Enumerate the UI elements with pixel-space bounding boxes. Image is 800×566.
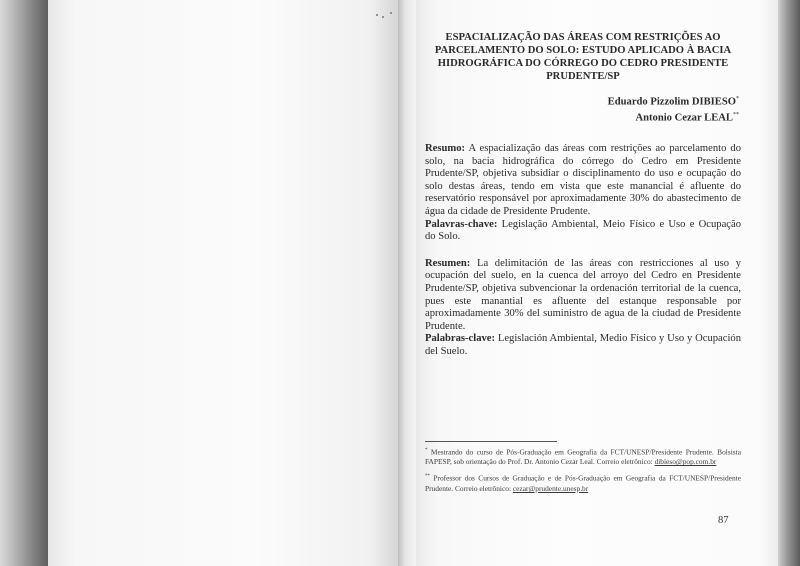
footnote-text: Professor dos Cursos de Graduação e de Pós-Graduação em Geografia da FCT/UNESP/Presidente Prudente. Correio eletrônico: [425, 473, 741, 493]
email-link[interactable]: cezar@prudente.unesp.br [512, 483, 589, 493]
left-page-blank [48, 0, 398, 566]
author-2 [425, 109, 739, 125]
footnote-mark: ** [425, 474, 430, 480]
resumo-paragraph [425, 143, 741, 219]
palavras-chave-text: Legislação Ambiental, Meio Físico e Uso e Ocupação do Solo. [425, 218, 741, 243]
footnote-mark: * [736, 96, 739, 102]
author-list [425, 93, 741, 124]
footnote-mark: * [425, 448, 428, 453]
author-name: Antonio Cezar LEAL [635, 112, 733, 124]
author-1 [425, 93, 739, 109]
palabras-clave-label: Palabras-clave: [425, 333, 496, 345]
right-page-edge [778, 0, 800, 566]
title-line: PARCELAMENTO DO SOLO: ESTUDO APLICADO À BACIA [434, 45, 732, 56]
palabras-clave-text: Legislación Ambiental, Medio Físico y Uso y Ocupación del Suelo. [425, 333, 741, 357]
email-link[interactable]: dibieso@pop.com.br [654, 457, 717, 467]
footnotes [425, 446, 741, 494]
title-line: HIDROGRÁFICA DO CÓRREGO DO CEDRO PRESIDENTE [437, 58, 729, 69]
palavras-chave-paragraph [425, 219, 741, 244]
title-line: PRUDENTE/SP [546, 71, 620, 82]
footnote-text: Mestrando do curso de Pós-Graduação em Geografia da FCT/UNESP/Presidente Prudente. Bolsista FAPESP, sob orientação do Prof. Dr. Antonio Cezar Leal. Correio eletrônico: [425, 447, 741, 467]
resumo-label: Resumo: [425, 143, 466, 155]
resumen-label: Resumen: [425, 257, 471, 269]
footnote-2 [425, 472, 741, 493]
author-name: Eduardo Pizzolim DIBIESO [607, 96, 736, 108]
article-title [425, 31, 741, 83]
resumen-paragraph [425, 258, 741, 334]
footnote-mark: ** [733, 111, 739, 118]
page-number: 87 [718, 515, 729, 526]
footnote-1 [425, 446, 741, 467]
book-gutter [398, 0, 416, 566]
article-content [425, 31, 741, 359]
resumo-text: A espacialização das áreas com restrições ao parcelamento do solo, na bacia hidrográfica do córrego do Cedro em Presidente Prudente/SP, objetiva subsidiar o disciplinamento do uso e ocupação do solo destas áreas, tendo em vista que este manancial é afluente do reservatório responsável por aproximadamente 30% do abastecimento de água da cidade de Presidente Prudente. [425, 143, 741, 218]
title-line: ESPACIALIZAÇÃO DAS ÁREAS COM RESTRIÇÕES AO [445, 32, 721, 43]
left-page-edge [0, 0, 48, 566]
palabras-clave-paragraph [425, 333, 741, 358]
resumen-text: La delimitación de las áreas con restricciones al uso y ocupación del suelo, en la cuenca del arroyo del Cedro en Presidente Prudente/SP, objetiva subvencionar la ordenación territorial de la cuenca, pues este manantial es afluente del estanque responsable por aproximadamente 30% del suministro de agua de la ciudad de Presidente Prudente. [425, 257, 741, 332]
scan-speck [376, 12, 396, 18]
palavras-chave-label: Palavras-chave: [425, 218, 498, 230]
abstract-section [425, 143, 741, 359]
footnote-rule [425, 441, 557, 442]
